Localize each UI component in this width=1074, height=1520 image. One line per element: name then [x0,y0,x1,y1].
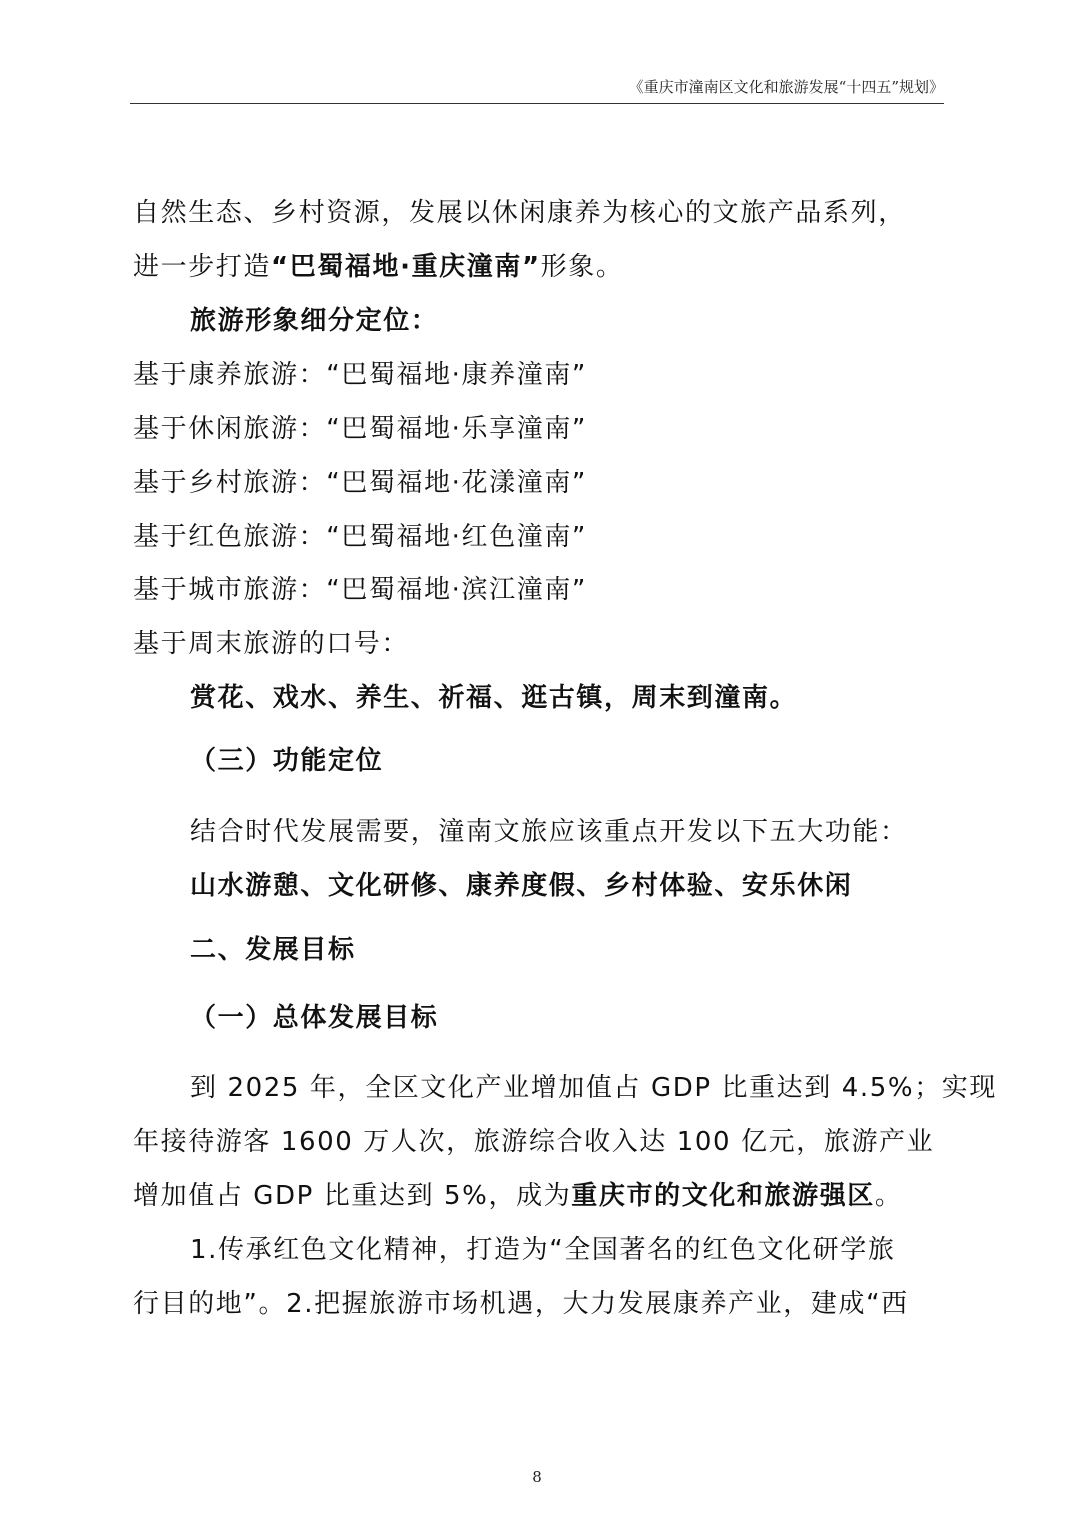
chapter-heading: 二、发展目标 [190,935,356,965]
running-header: 《重庆市潼南区文化和旅游发展“十四五”规划》 [628,78,944,96]
paragraph-line [133,250,623,284]
paragraph-line [133,1179,903,1213]
text-run: 。 [874,1181,903,1211]
brand-slogan: “巴蜀福地·重庆潼南” [271,252,541,282]
section-heading: （三）功能定位 [190,746,384,776]
list-item: 基于红色旅游：“巴蜀福地·红色潼南” [133,522,588,552]
subheading: 旅游形象细分定位： [190,306,439,336]
list-item: 基于康养旅游：“巴蜀福地·康养潼南” [133,360,588,390]
paragraph-line: 行目的地”。2.把握旅游市场机遇，大力发展康养产业，建成“西 [133,1289,909,1319]
emphasis: 重庆市的文化和旅游强区 [571,1181,875,1211]
list-item: 基于乡村旅游：“巴蜀福地·花漾潼南” [133,468,588,498]
paragraph-line: 结合时代发展需要，潼南文旅应该重点开发以下五大功能： [190,817,908,847]
slogan: 赏花、戏水、养生、祈福、逛古镇，周末到潼南。 [190,683,798,713]
page-number: 8 [532,1468,542,1486]
section-heading: （一）总体发展目标 [190,1003,439,1033]
text-run: 形象。 [540,252,624,282]
text-run: 增加值占 GDP 比重达到 5%，成为 [133,1181,572,1211]
list-item: 基于休闲旅游：“巴蜀福地·乐享潼南” [133,414,588,444]
header-rule [130,103,944,104]
paragraph-line: 年接待游客 1600 万人次，旅游综合收入达 100 亿元，旅游产业 [133,1127,935,1157]
paragraph-line: 到 2025 年，全区文化产业增加值占 GDP 比重达到 4.5%；实现 [190,1073,997,1103]
paragraph-line: 自然生态、乡村资源，发展以休闲康养为核心的文旅产品系列， [133,198,906,228]
functions-list: 山水游憩、文化研修、康养度假、乡村体验、安乐休闲 [190,871,853,901]
paragraph-line: 1.传承红色文化精神，打造为“全国著名的红色文化研学旅 [190,1235,896,1265]
list-item: 基于城市旅游：“巴蜀福地·滨江潼南” [133,575,588,605]
text-run: 进一步打造 [133,252,272,282]
list-item: 基于周末旅游的口号： [133,629,410,659]
